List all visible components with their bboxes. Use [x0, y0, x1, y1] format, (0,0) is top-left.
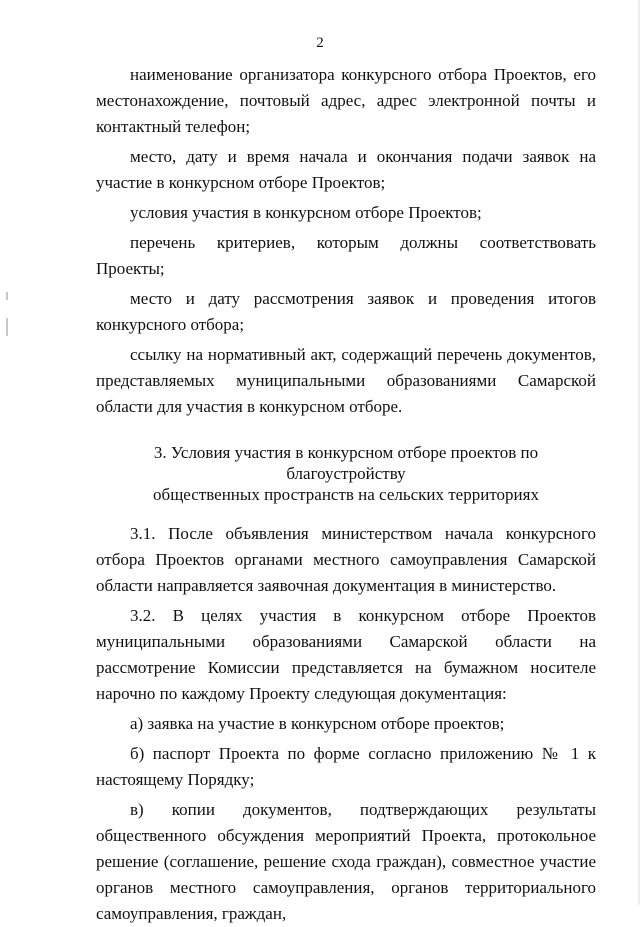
section-heading-line-1: 3. Условия участия в конкурсном отборе проектов по благоустройству — [153, 443, 539, 483]
section-heading — [96, 442, 596, 505]
page-number: 2 — [316, 35, 324, 51]
paragraph-3-1: 3.1. После объявления министерством начала конкурсного отбора Проектов органами местного самоуправления Самарской области направляется заявочная документация в министерство. — [96, 524, 596, 595]
paragraph-3-2: 3.2. В целях участия в конкурсном отборе Проектов муниципальными образованиями Самарской области на рассмотрение Комиссии представляется на бумажном носителе нарочно по каждому Проекту следующая документация: — [96, 606, 596, 703]
list-item-review-place: место и дату рассмотрения заявок и проведения итогов конкурсного отбора; — [96, 289, 596, 334]
scan-artifact-mark — [6, 318, 8, 336]
list-item-a: а) заявка на участие в конкурсном отборе проектов; — [130, 714, 505, 733]
list-item-organizer: наименование организатора конкурсного отбора Проектов, его местонахождение, почтовый адрес, адрес электронной почты и контактный телефон; — [96, 65, 596, 136]
list-item-normative-act: ссылку на нормативный акт, содержащий перечень документов, представляемых муниципальными образованиями Самарской области для участия в конкурсном отборе. — [96, 345, 596, 416]
list-item-application-dates: место, дату и время начала и окончания подачи заявок на участие в конкурсном отборе Проектов; — [96, 147, 596, 192]
list-item-c: в) копии документов, подтверждающих результаты общественного обсуждения мероприятий Проекта, протокольное решение (соглашение, решение схода граждан), совместное участие органов местного самоуправления, органов территориального самоуправления, граждан, — [96, 800, 596, 923]
section-heading-line-2: общественных пространств на сельских территориях — [153, 485, 539, 504]
document-body — [96, 62, 596, 927]
list-item-b: б) паспорт Проекта по форме согласно приложению № 1 к настоящему Порядку; — [96, 744, 596, 789]
list-item-conditions: условия участия в конкурсном отборе Проектов; — [130, 203, 482, 222]
list-item-criteria: перечень критериев, которым должны соответствовать Проекты; — [96, 233, 596, 278]
scan-artifact-mark — [6, 292, 8, 300]
